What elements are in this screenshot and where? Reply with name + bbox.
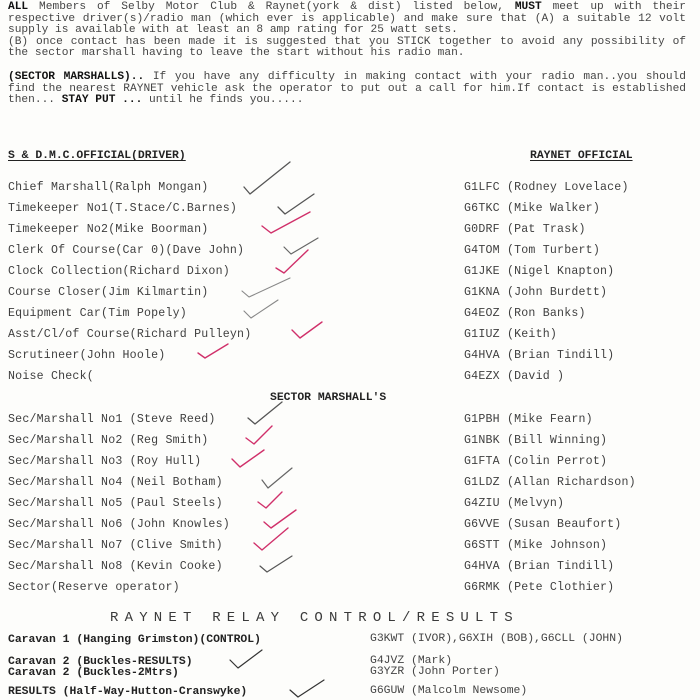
tick-mark [198, 344, 228, 358]
relay-operators: G3KWT (IVOR),G6XIH (BOB),G6CLL (JOHN) [370, 633, 623, 645]
sector-driver: Sector(Reserve operator) [8, 581, 180, 594]
sector-driver: Sec/Marshall No7 (Clive Smith) [8, 539, 223, 552]
sector-raynet: G1FTA (Colin Perrot) [464, 455, 608, 468]
official-driver: Clock Collection(Richard Dixon) [8, 265, 230, 278]
sector-raynet: G6VVE (Susan Beaufort) [464, 518, 622, 531]
sector-raynet: G4HVA (Brian Tindill) [464, 560, 615, 573]
tick-mark [232, 450, 264, 467]
sector-driver: Sec/Marshall No1 (Steve Reed) [8, 413, 216, 426]
official-driver: Asst/Cl/of Course(Richard Pulleyn) [8, 328, 252, 341]
tick-mark [278, 194, 314, 214]
relay-location: Caravan 2 (Buckles-RESULTS) [8, 656, 193, 668]
official-raynet: G1LFC (Rodney Lovelace) [464, 181, 629, 194]
relay-operators: G4JVZ (Mark) [370, 655, 453, 667]
sector-driver: Sec/Marshall No5 (Paul Steels) [8, 497, 223, 510]
instructions-para-2: (SECTOR MARSHALLS).. If you have any difficulty in making contact with your radio man..you should find the nearest RAYNET vehicle ask the operator to put out a call for him.If contact is established then... STAY PUT ... until he finds you..... [8, 70, 686, 107]
sector-driver: Sec/Marshall No8 (Kevin Cooke) [8, 560, 223, 573]
tick-mark [260, 556, 292, 572]
relay-location: RESULTS (Half-Way-Hutton-Cranswyke) [8, 686, 248, 698]
official-raynet: G4EOZ (Ron Banks) [464, 307, 586, 320]
official-driver: Chief Marshall(Ralph Mongan) [8, 181, 209, 194]
tick-mark [284, 238, 318, 254]
tick-mark [244, 162, 290, 194]
sector-driver: Sec/Marshall No6 (John Knowles) [8, 518, 230, 531]
sector-raynet: G1LDZ (Allan Richardson) [464, 476, 636, 489]
tick-mark [246, 426, 272, 444]
instructions [8, 2, 686, 107]
official-driver: Course Closer(Jim Kilmartin) [8, 286, 209, 299]
sector-raynet: G1NBK (Bill Winning) [464, 434, 608, 447]
tick-mark [276, 250, 308, 273]
relay-operators: G6GUW (Malcolm Newsome) [370, 685, 528, 697]
sector-raynet: G4ZIU (Melvyn) [464, 497, 565, 510]
official-driver: Timekeeper No2(Mike Boorman) [8, 223, 209, 236]
relay-title: RAYNET RELAY CONTROL/RESULTS [110, 610, 519, 626]
sector-driver: Sec/Marshall No3 (Roy Hull) [8, 455, 202, 468]
tick-mark [242, 278, 290, 297]
instructions-para-1: ALL Members of Selby Motor Club & Raynet(york & dist) listed below, MUST meet up with their respective driver(s)/radio man (which ever is applicable) and make sure that (A) a suitable 12 volt supply is available with at least an 8 amp rating for 25 watt sets. (B) once contact has been made it is suggested that you STICK together to avoid any possibility of the sector marshall having to leave the start without his radio man. [8, 1, 687, 60]
official-driver: Clerk Of Course(Car 0)(Dave John) [8, 244, 245, 257]
official-raynet: G6TKC (Mike Walker) [464, 202, 600, 215]
official-driver: Equipment Car(Tim Popely) [8, 307, 187, 320]
tick-mark [262, 468, 292, 488]
official-raynet: G1IUZ (Keith) [464, 328, 558, 341]
tick-mark [244, 300, 278, 318]
official-raynet: G4HVA (Brian Tindill) [464, 349, 615, 362]
official-raynet: G4EZX (David ) [464, 370, 565, 383]
tick-mark [258, 492, 282, 508]
tick-mark [248, 402, 282, 424]
official-raynet: G4TOM (Tom Turbert) [464, 244, 600, 257]
official-raynet: G0DRF (Pat Trask) [464, 223, 586, 236]
tick-mark [264, 510, 296, 528]
official-driver: Timekeeper No1(T.Stace/C.Barnes) [8, 202, 238, 215]
sector-raynet: G1PBH (Mike Fearn) [464, 413, 593, 426]
sector-raynet: G6STT (Mike Johnson) [464, 539, 608, 552]
sector-driver: Sec/Marshall No2 (Reg Smith) [8, 434, 209, 447]
official-raynet: G1JKE (Nigel Knapton) [464, 265, 615, 278]
relay-location: Caravan 2 (Buckles-2Mtrs) [8, 667, 179, 679]
sector-driver: Sec/Marshall No4 (Neil Botham) [8, 476, 223, 489]
relay-location: Caravan 1 (Hanging Grimston)(CONTROL) [8, 634, 261, 646]
tick-mark [230, 650, 262, 668]
tick-mark [262, 212, 310, 233]
header-driver: S & D.M.C.OFFICIAL(DRIVER) [8, 150, 186, 162]
header-sector-marshalls: SECTOR MARSHALL'S [270, 392, 387, 404]
relay-operators: G3YZR (John Porter) [370, 666, 500, 678]
sector-raynet: G6RMK (Pete Clothier) [464, 581, 615, 594]
header-raynet: RAYNET OFFICIAL [530, 150, 633, 162]
official-raynet: G1KNA (John Burdett) [464, 286, 608, 299]
official-driver: Noise Check( [8, 370, 94, 383]
official-driver: Scrutineer(John Hoole) [8, 349, 166, 362]
tick-mark [254, 528, 288, 550]
tick-mark [290, 680, 324, 697]
tick-mark [292, 322, 322, 338]
